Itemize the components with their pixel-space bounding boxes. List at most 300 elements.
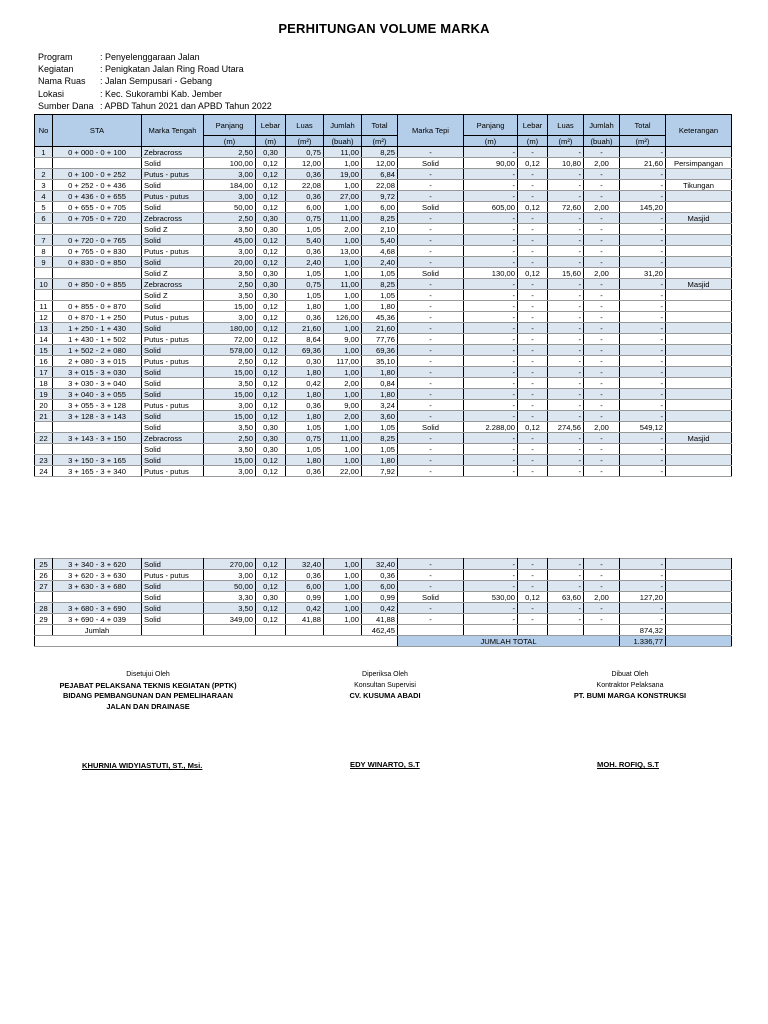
cell-t2: 21,60 xyxy=(620,158,666,169)
table-row xyxy=(35,180,732,191)
cell-ls2: - xyxy=(548,312,584,323)
cell-ls: 0,75 xyxy=(286,433,324,444)
cell-ls: 32,40 xyxy=(286,559,324,570)
signature-block-pptk xyxy=(48,670,248,712)
cell-ls: 21,60 xyxy=(286,323,324,334)
cell-sta xyxy=(53,422,142,433)
cell-j: 11,00 xyxy=(324,279,362,290)
cell-p: 3,50 xyxy=(204,268,256,279)
cell-l: 0,12 xyxy=(256,334,286,345)
cell-no: 26 xyxy=(35,570,53,581)
table-row xyxy=(35,312,732,323)
cell-t2: - xyxy=(620,224,666,235)
cell-tepi: - xyxy=(398,180,464,191)
cell-tepi: - xyxy=(398,444,464,455)
cell-sta: 0 + 655 - 0 + 705 xyxy=(53,202,142,213)
cell-l2: 0,12 xyxy=(518,202,548,213)
signature-line: Kontraktor Pelaksana xyxy=(596,681,664,689)
cell-mt: Solid xyxy=(142,422,204,433)
cell-j: 11,00 xyxy=(324,147,362,158)
cell-l2: - xyxy=(518,411,548,422)
cell-ls: 1,80 xyxy=(286,389,324,400)
cell-no: 22 xyxy=(35,433,53,444)
table-row xyxy=(35,389,732,400)
cell-sta: 3 + 690 - 4 + 039 xyxy=(53,614,142,625)
cell-ls: 6,00 xyxy=(286,202,324,213)
signature-line: PT. BUMI MARGA KONSTRUKSI xyxy=(573,691,687,700)
cell-t: 1,80 xyxy=(362,455,398,466)
cell-ls2: - xyxy=(548,235,584,246)
cell-ls: 0,36 xyxy=(286,570,324,581)
cell-ket xyxy=(666,268,732,279)
cell-ket xyxy=(666,235,732,246)
cell-j: 1,00 xyxy=(324,290,362,301)
cell-tepi: - xyxy=(398,389,464,400)
cell-j2: - xyxy=(584,246,620,257)
cell-l2: - xyxy=(518,367,548,378)
cell-t: 2,10 xyxy=(362,224,398,235)
header-no: No xyxy=(35,115,53,147)
cell-l: 0,30 xyxy=(256,224,286,235)
cell-tepi: - xyxy=(398,400,464,411)
cell-t: 6,00 xyxy=(362,202,398,213)
cell-mt: Putus - putus xyxy=(142,334,204,345)
signature-line: BIDANG PEMBANGUNAN DAN PEMELIHARAAN xyxy=(63,691,233,700)
cell-ket xyxy=(666,191,732,202)
signature-line: Konsultan Supervisi xyxy=(354,681,416,689)
cell-t: 6,84 xyxy=(362,169,398,180)
cell-ls2: - xyxy=(548,345,584,356)
cell-t: 3,60 xyxy=(362,411,398,422)
cell-ls2: - xyxy=(548,559,584,570)
cell-j: 27,00 xyxy=(324,191,362,202)
cell-p2: - xyxy=(464,455,518,466)
cell-mt: Solid xyxy=(142,257,204,268)
cell-sta: 1 + 502 - 2 + 080 xyxy=(53,345,142,356)
cell-t2: - xyxy=(620,290,666,301)
cell-l2: - xyxy=(518,334,548,345)
cell-p2: - xyxy=(464,559,518,570)
header-luas-tepi: Luas xyxy=(548,115,584,136)
cell-l: 0,12 xyxy=(256,301,286,312)
cell-sta: 0 + 252 - 0 + 436 xyxy=(53,180,142,191)
cell-no: 28 xyxy=(35,603,53,614)
cell-ls2: - xyxy=(548,257,584,268)
cell-mt: Solid Z xyxy=(142,290,204,301)
cell-l2: - xyxy=(518,257,548,268)
cell-t: 0,42 xyxy=(362,603,398,614)
cell-ket xyxy=(666,246,732,257)
header-jumlah: Jumlah xyxy=(324,115,362,136)
cell-ls: 0,36 xyxy=(286,169,324,180)
cell-ls2: - xyxy=(548,367,584,378)
cell-l2: 0,12 xyxy=(518,158,548,169)
cell-sta: 3 + 340 - 3 + 620 xyxy=(53,559,142,570)
table-row xyxy=(35,455,732,466)
cell-no xyxy=(35,592,53,603)
signature-role: Disetujui Oleh xyxy=(126,671,170,678)
cell-t: 1,05 xyxy=(362,268,398,279)
cell-no: 29 xyxy=(35,614,53,625)
cell-no: 5 xyxy=(35,202,53,213)
cell-mt: Zebracross xyxy=(142,279,204,290)
cell-t2: - xyxy=(620,257,666,268)
cell-t: 1,05 xyxy=(362,290,398,301)
cell-ls2: - xyxy=(548,279,584,290)
cell-sta: 0 + 436 - 0 + 655 xyxy=(53,191,142,202)
table-row xyxy=(35,334,732,345)
cell-no: 12 xyxy=(35,312,53,323)
cell-p2: - xyxy=(464,345,518,356)
cell-j2: - xyxy=(584,367,620,378)
cell-t2: - xyxy=(620,378,666,389)
cell-l2: - xyxy=(518,323,548,334)
cell-no: 8 xyxy=(35,246,53,257)
volume-table-part2 xyxy=(34,558,732,647)
cell-ls2: - xyxy=(548,444,584,455)
cell-no xyxy=(35,158,53,169)
cell-t: 2,40 xyxy=(362,257,398,268)
cell-j2: - xyxy=(584,301,620,312)
table-row xyxy=(35,235,732,246)
cell-ls: 1,80 xyxy=(286,367,324,378)
cell-j: 13,00 xyxy=(324,246,362,257)
cell-ket xyxy=(666,422,732,433)
cell-tepi: - xyxy=(398,246,464,257)
cell-j2: - xyxy=(584,614,620,625)
cell-l2: 0,12 xyxy=(518,592,548,603)
cell-t: 8,25 xyxy=(362,213,398,224)
cell-t: 7,92 xyxy=(362,466,398,477)
cell-mt: Solid xyxy=(142,614,204,625)
cell-p: 15,00 xyxy=(204,367,256,378)
cell-no: 1 xyxy=(35,147,53,158)
cell-tepi: - xyxy=(398,614,464,625)
cell-t2: - xyxy=(620,389,666,400)
cell-ket xyxy=(666,444,732,455)
cell-t2: - xyxy=(620,279,666,290)
cell-ket xyxy=(666,202,732,213)
cell-p2: - xyxy=(464,224,518,235)
cell-sta: 0 + 850 - 0 + 855 xyxy=(53,279,142,290)
cell-mt: Solid xyxy=(142,411,204,422)
cell-t: 0,99 xyxy=(362,592,398,603)
jumlah-total-value: 1.336,77 xyxy=(620,636,666,647)
cell-sta: 3 + 150 - 3 + 165 xyxy=(53,455,142,466)
cell-t2: 31,20 xyxy=(620,268,666,279)
cell-p: 3,00 xyxy=(204,191,256,202)
cell-ls2: - xyxy=(548,301,584,312)
cell-ls: 1,05 xyxy=(286,444,324,455)
cell-ls2: - xyxy=(548,191,584,202)
cell-l2: - xyxy=(518,279,548,290)
cell-mt: Solid xyxy=(142,603,204,614)
cell-t: 12,00 xyxy=(362,158,398,169)
cell-t: 77,76 xyxy=(362,334,398,345)
cell-mt: Zebracross xyxy=(142,213,204,224)
cell-l2: - xyxy=(518,433,548,444)
cell-ket xyxy=(666,466,732,477)
cell-tepi: - xyxy=(398,433,464,444)
cell-mt: Solid xyxy=(142,367,204,378)
unit-lebar: (m) xyxy=(256,136,286,147)
cell-p: 2,50 xyxy=(204,213,256,224)
cell-t: 45,36 xyxy=(362,312,398,323)
cell-ket: Tikungan xyxy=(666,180,732,191)
cell-tepi: - xyxy=(398,290,464,301)
cell-ls: 69,36 xyxy=(286,345,324,356)
cell-tepi: - xyxy=(398,301,464,312)
cell-l2: - xyxy=(518,213,548,224)
cell-p: 184,00 xyxy=(204,180,256,191)
cell-mt: Putus - putus xyxy=(142,400,204,411)
cell-sta: 0 + 000 - 0 + 100 xyxy=(53,147,142,158)
cell-j: 1,00 xyxy=(324,444,362,455)
cell-t2: - xyxy=(620,169,666,180)
header-marka-tepi: Marka Tepi xyxy=(398,115,464,147)
cell-p: 20,00 xyxy=(204,257,256,268)
header-marka-tengah: Marka Tengah xyxy=(142,115,204,147)
cell-j2: - xyxy=(584,345,620,356)
cell-sta xyxy=(53,290,142,301)
cell-ls2: - xyxy=(548,570,584,581)
cell-j2: - xyxy=(584,290,620,301)
header-total: Total xyxy=(362,115,398,136)
cell-ket xyxy=(666,400,732,411)
cell-ls2: - xyxy=(548,169,584,180)
cell-ls: 1,05 xyxy=(286,268,324,279)
cell-t: 21,60 xyxy=(362,323,398,334)
cell-mt: Solid xyxy=(142,202,204,213)
cell-j: 2,00 xyxy=(324,224,362,235)
cell-sta: 3 + 680 - 3 + 690 xyxy=(53,603,142,614)
cell-l: 0,12 xyxy=(256,581,286,592)
cell-no: 7 xyxy=(35,235,53,246)
cell-ls2: - xyxy=(548,614,584,625)
cell-l2: - xyxy=(518,235,548,246)
cell-p: 3,00 xyxy=(204,400,256,411)
cell-p2: - xyxy=(464,257,518,268)
cell-j2: - xyxy=(584,323,620,334)
table-row xyxy=(35,147,732,158)
cell-j: 2,00 xyxy=(324,411,362,422)
cell-ket xyxy=(666,603,732,614)
cell-l2: - xyxy=(518,312,548,323)
cell-mt: Zebracross xyxy=(142,433,204,444)
cell-mt: Solid xyxy=(142,378,204,389)
cell-t: 4,68 xyxy=(362,246,398,257)
cell-j2: - xyxy=(584,169,620,180)
cell-t2: - xyxy=(620,444,666,455)
cell-p: 100,00 xyxy=(204,158,256,169)
cell-t: 32,40 xyxy=(362,559,398,570)
cell-p: 3,30 xyxy=(204,592,256,603)
header-sta: STA xyxy=(53,115,142,147)
cell-mt: Solid xyxy=(142,235,204,246)
cell-l: 0,12 xyxy=(256,455,286,466)
cell-l: 0,12 xyxy=(256,323,286,334)
cell-l2: - xyxy=(518,147,548,158)
cell-tepi: - xyxy=(398,224,464,235)
cell-j2: - xyxy=(584,334,620,345)
cell-l: 0,12 xyxy=(256,180,286,191)
cell-ket xyxy=(666,301,732,312)
cell-j2: - xyxy=(584,389,620,400)
cell-ls2: - xyxy=(548,323,584,334)
cell-ls2: - xyxy=(548,334,584,345)
info-label: Nama Ruas xyxy=(38,76,86,87)
cell-t2: - xyxy=(620,213,666,224)
cell-l: 0,30 xyxy=(256,268,286,279)
cell-no: 21 xyxy=(35,411,53,422)
cell-j2: - xyxy=(584,235,620,246)
cell-j2: - xyxy=(584,356,620,367)
cell-p2: - xyxy=(464,378,518,389)
table-row xyxy=(35,356,732,367)
info-value: : Kec. Sukorambi Kab. Jember xyxy=(100,88,223,99)
cell-p2: - xyxy=(464,570,518,581)
cell-ket: Masjid xyxy=(666,213,732,224)
cell-l2: 0,12 xyxy=(518,268,548,279)
cell-no xyxy=(35,290,53,301)
cell-j: 1,00 xyxy=(324,257,362,268)
cell-mt: Putus - putus xyxy=(142,466,204,477)
table-row xyxy=(35,422,732,433)
cell-p2: - xyxy=(464,356,518,367)
cell-j2: - xyxy=(584,213,620,224)
cell-tepi: - xyxy=(398,570,464,581)
signature-block-kontraktor xyxy=(550,670,710,702)
cell-p2: - xyxy=(464,180,518,191)
cell-ls2: - xyxy=(548,180,584,191)
cell-tepi: - xyxy=(398,279,464,290)
table-row xyxy=(35,581,732,592)
cell-p: 349,00 xyxy=(204,614,256,625)
cell-p2: 2.288,00 xyxy=(464,422,518,433)
cell-ket xyxy=(666,257,732,268)
cell-l: 0,12 xyxy=(256,411,286,422)
cell-ls2: - xyxy=(548,147,584,158)
cell-no xyxy=(35,224,53,235)
cell-t2: - xyxy=(620,323,666,334)
cell-l2: - xyxy=(518,301,548,312)
cell-t2: - xyxy=(620,559,666,570)
cell-t2: - xyxy=(620,466,666,477)
cell-j: 19,00 xyxy=(324,169,362,180)
cell-tepi: - xyxy=(398,581,464,592)
cell-sta xyxy=(53,268,142,279)
cell-l: 0,12 xyxy=(256,202,286,213)
jumlah-total-label: JUMLAH TOTAL xyxy=(398,636,620,647)
table-row xyxy=(35,257,732,268)
cell-l: 0,30 xyxy=(256,147,286,158)
cell-t2: - xyxy=(620,246,666,257)
cell-p: 15,00 xyxy=(204,455,256,466)
cell-l: 0,12 xyxy=(256,246,286,257)
signature-role: Dibuat Oleh xyxy=(611,671,649,678)
cell-tepi: Solid xyxy=(398,422,464,433)
cell-j2: - xyxy=(584,224,620,235)
cell-t: 1,05 xyxy=(362,444,398,455)
cell-l2: - xyxy=(518,345,548,356)
cell-ls: 1,05 xyxy=(286,422,324,433)
cell-no: 13 xyxy=(35,323,53,334)
header-panjang-tepi: Panjang xyxy=(464,115,518,136)
signature-role: Diperiksa Oleh xyxy=(362,671,408,678)
cell-tepi: - xyxy=(398,169,464,180)
cell-j2: - xyxy=(584,603,620,614)
cell-l2: - xyxy=(518,455,548,466)
cell-j2: - xyxy=(584,455,620,466)
cell-no xyxy=(35,268,53,279)
cell-j2: - xyxy=(584,411,620,422)
cell-t2: - xyxy=(620,603,666,614)
cell-t2: - xyxy=(620,312,666,323)
cell-l2: - xyxy=(518,614,548,625)
cell-tepi: - xyxy=(398,411,464,422)
table-row xyxy=(35,279,732,290)
cell-no xyxy=(35,422,53,433)
cell-no: 10 xyxy=(35,279,53,290)
cell-tepi: - xyxy=(398,312,464,323)
cell-sta: 0 + 705 - 0 + 720 xyxy=(53,213,142,224)
cell-sta: 3 + 143 - 3 + 150 xyxy=(53,433,142,444)
cell-tepi: - xyxy=(398,559,464,570)
cell-t: 1,05 xyxy=(362,422,398,433)
cell-j2: - xyxy=(584,466,620,477)
cell-sta: 1 + 250 - 1 + 430 xyxy=(53,323,142,334)
header-keterangan: Keterangan xyxy=(666,115,732,147)
cell-l: 0,12 xyxy=(256,356,286,367)
unit-panjang: (m) xyxy=(204,136,256,147)
cell-p2: - xyxy=(464,466,518,477)
info-label: Sumber Dana xyxy=(38,100,94,111)
cell-ket: Persimpangan xyxy=(666,158,732,169)
cell-ls2: - xyxy=(548,603,584,614)
cell-p: 2,50 xyxy=(204,279,256,290)
cell-no: 19 xyxy=(35,389,53,400)
cell-ls: 0,36 xyxy=(286,400,324,411)
cell-l: 0,12 xyxy=(256,603,286,614)
cell-p2: 530,00 xyxy=(464,592,518,603)
cell-p2: - xyxy=(464,334,518,345)
cell-ls: 0,36 xyxy=(286,246,324,257)
cell-sta xyxy=(53,444,142,455)
cell-p: 3,50 xyxy=(204,422,256,433)
cell-mt: Solid Z xyxy=(142,268,204,279)
cell-p: 2,50 xyxy=(204,356,256,367)
cell-j2: - xyxy=(584,180,620,191)
cell-j: 11,00 xyxy=(324,213,362,224)
cell-j: 1,00 xyxy=(324,603,362,614)
cell-ls2: - xyxy=(548,581,584,592)
cell-ls2: - xyxy=(548,433,584,444)
cell-t2: - xyxy=(620,147,666,158)
cell-ket xyxy=(666,169,732,180)
cell-no: 4 xyxy=(35,191,53,202)
cell-p2: - xyxy=(464,301,518,312)
cell-l2: - xyxy=(518,559,548,570)
cell-sta: 3 + 030 - 3 + 040 xyxy=(53,378,142,389)
cell-l: 0,30 xyxy=(256,279,286,290)
cell-p2: 90,00 xyxy=(464,158,518,169)
cell-sta xyxy=(53,592,142,603)
cell-p2: - xyxy=(464,433,518,444)
cell-j2: - xyxy=(584,279,620,290)
cell-no: 6 xyxy=(35,213,53,224)
info-row xyxy=(38,88,272,100)
cell-t2: - xyxy=(620,345,666,356)
